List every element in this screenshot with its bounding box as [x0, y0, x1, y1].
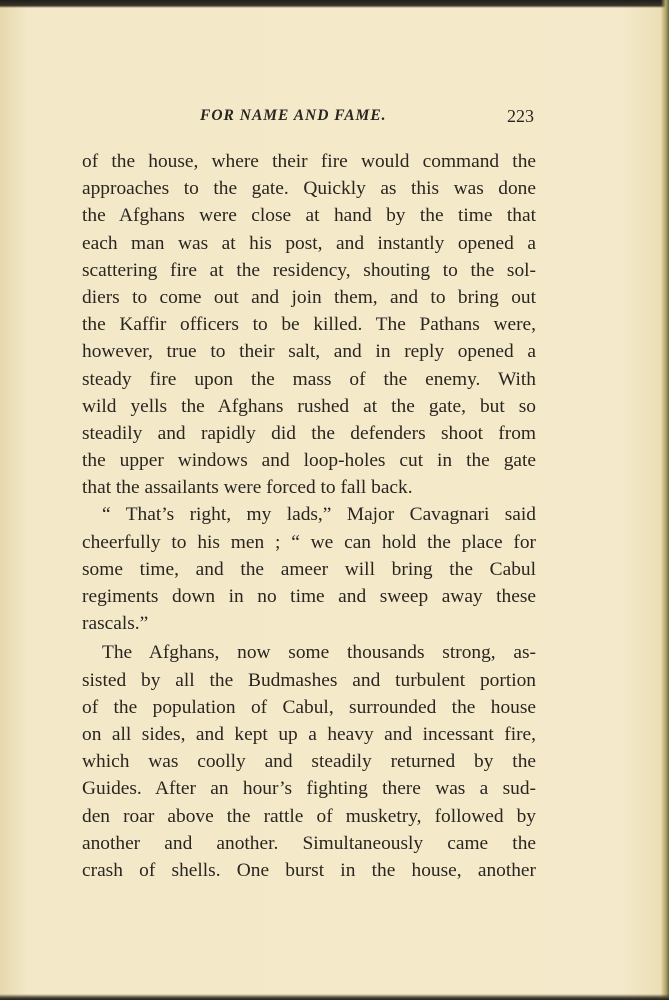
- body-text: [82, 148, 536, 884]
- text-line: approaches to the gate. Quickly as this was done: [82, 178, 536, 200]
- text-line: den roar above the rattle of musketry, followed by: [82, 805, 536, 827]
- text-line: the upper windows and loop-holes cut in the gate: [82, 450, 536, 472]
- text-line: “ That’s right, my lads,” Major Cavagnari said: [102, 504, 536, 526]
- running-head-title: FOR NAME AND FAME.: [200, 107, 387, 124]
- text-line: sisted by all the Budmashes and turbulent portion: [82, 669, 536, 691]
- text-line: which was coolly and steadily returned by the: [82, 751, 536, 773]
- text-line: of the population of Cabul, surrounded the house: [82, 696, 536, 718]
- text-line: Guides. After an hour’s fighting there was a sud-: [82, 778, 536, 800]
- text-line: another and another. Simultaneously came the: [82, 832, 536, 854]
- page-right-edge: [661, 0, 669, 1000]
- text-line: each man was at his post, and instantly opened a: [82, 232, 536, 254]
- text-line: the Afghans were close at hand by the time that: [82, 205, 536, 227]
- text-line: steadily and rapidly did the defenders shoot from: [82, 422, 536, 444]
- text-line: The Afghans, now some thousands strong, as-: [102, 642, 536, 664]
- text-line: wild yells the Afghans rushed at the gate, but so: [82, 395, 536, 417]
- text-line: the Kaffir officers to be killed. The Pathans were,: [82, 314, 536, 336]
- text-line: of the house, where their fire would command the: [82, 151, 536, 172]
- page-bottom-edge: [0, 994, 669, 1000]
- text-line: steady fire upon the mass of the enemy. With: [82, 368, 536, 390]
- text-line: however, true to their salt, and in reply opened a: [82, 341, 536, 363]
- text-line: rascals.”: [82, 613, 149, 635]
- page-top-edge: [0, 0, 669, 8]
- text-line: some time, and the ameer will bring the Cabul: [82, 558, 536, 580]
- text-line: scattering fire at the residency, shouting to the sol-: [82, 259, 536, 281]
- text-line: that the assailants were forced to fall back.: [82, 477, 413, 499]
- text-line: regiments down in no time and sweep away these: [82, 586, 536, 607]
- running-head: [200, 107, 536, 129]
- page-number: 223: [507, 106, 534, 126]
- text-line: on all sides, and kept up a heavy and incessant fire,: [82, 723, 536, 745]
- text-line: cheerfully to his men ; “ we can hold the place for: [82, 531, 536, 553]
- text-line: diers to come out and join them, and to bring out: [82, 286, 536, 308]
- text-line: crash of shells. One burst in the house, another: [82, 859, 536, 881]
